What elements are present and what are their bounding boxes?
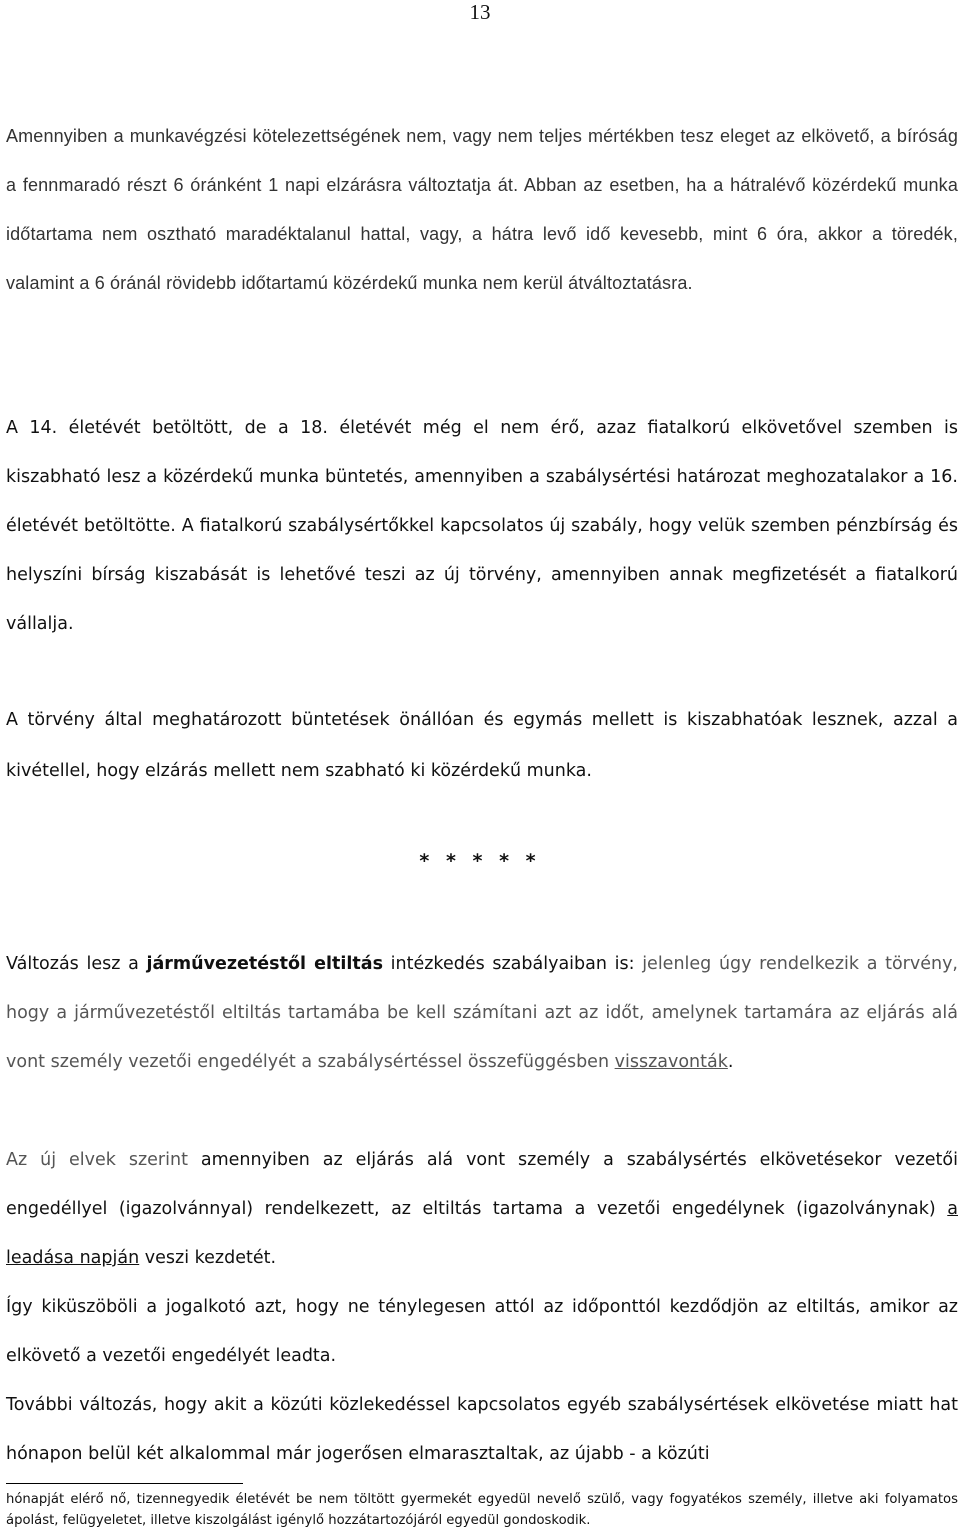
paragraph-legislator-intent: Így kiküszöböli a jogalkotó azt, hogy ne ténylegesen attól az időponttól kezdődjön az eltiltás, amikor az elkövető a vezetői engedélyét leadta.: [6, 1297, 958, 1366]
p4-underlined-text: visszavonták: [614, 1052, 728, 1072]
p4-grey-text: jelenleg úgy rendelkezik a törvény, hogy a járművezetéstől eltiltás tartamába be kell számítani azt az időt, amelynek tartamára az eljárás alá vont személy vezetői engedélyét a szabálysértéssel összefüggésben: [6, 954, 958, 1072]
p4-bold-term: járművezetéstől eltiltás: [146, 954, 383, 974]
paragraph-penalties-combination: A törvény által meghatározott büntetések önállóan és egymás mellett is kiszabhatóak lesznek, azzal a kivétellel, hogy elzárás mellett nem szabható ki közérdekű munka.: [6, 710, 958, 781]
footnote-divider: [6, 1483, 243, 1484]
paragraph-driving-ban-change: [6, 940, 958, 1087]
p5-end: veszi kezdetét.: [139, 1248, 277, 1268]
p4-end: .: [727, 1052, 734, 1072]
section-separator: * * * * *: [419, 850, 541, 872]
p5-main-text: amennyiben az eljárás alá vont személy a szabálysértés elkövetésekor vezetői engedéllyel (igazolvánnyal) rendelkezett, az eltiltás tartama a vezetői engedélynek (igazolványnak): [6, 1150, 958, 1219]
paragraph-juvenile-offenders: A 14. életévét betöltött, de a 18. életévét még el nem érő, azaz fiatalkorú elkövetővel szemben is kiszabható lesz a közérdekű munka büntetés, amennyiben a szabálysértési határozat meghozatalakor a 16. életévét betöltötte. A fiatalkorú szabálysértőkkel kapcsolatos új szabály, hogy velük szemben pénzbírság és helyszíni bírság kiszabását is lehetővé teszi az új törvény, amennyiben annak megfizetését a fiatalkorú vállalja.: [6, 418, 958, 634]
p5-underlined-text: a leadása napján: [6, 1199, 958, 1268]
page-number: 13: [469, 0, 491, 24]
paragraph-new-principles: [6, 1136, 958, 1283]
p4-intro-text: Változás lesz a: [6, 954, 147, 974]
p5-grey-text: Az új elvek szerint: [6, 1150, 188, 1170]
paragraph-work-conversion: Amennyiben a munkavégzési kötelezettségének nem, vagy nem teljes mértékben tesz eleget az elkövető, a bíróság a fennmaradó részt 6 óránként 1 napi elzárásra változtatja át. Abban az esetben, ha a hátralévő közérdekű munka időtartama nem osztható maradéktalanul hattal, vagy, a hátra levő idő kevesebb, mint 6 óra, akkor a töredék, valamint a 6 óránál rövidebb időtartamú közérdekű munka nem kerül átváltoztatásra.: [6, 126, 958, 293]
paragraph-further-change: További változás, hogy akit a közúti közlekedéssel kapcsolatos egyéb szabálysértések elkövetése miatt hat hónapon belül két alkalommal már jogerősen elmarasztaltak, az újabb - a közúti: [6, 1395, 958, 1464]
footnote-text: hónapját elérő nő, tizennegyedik életévét be nem töltött gyermekét egyedül nevelő szülő, vagy fogyatékos személy, illetve aki folyamatos ápolást, felügyeletet, illetve kiszolgálást igénylő hozzátartozójáról egyedül gondoskodik.: [6, 1492, 958, 1528]
p4-middle-text: intézkedés szabályaiban is:: [383, 954, 643, 974]
